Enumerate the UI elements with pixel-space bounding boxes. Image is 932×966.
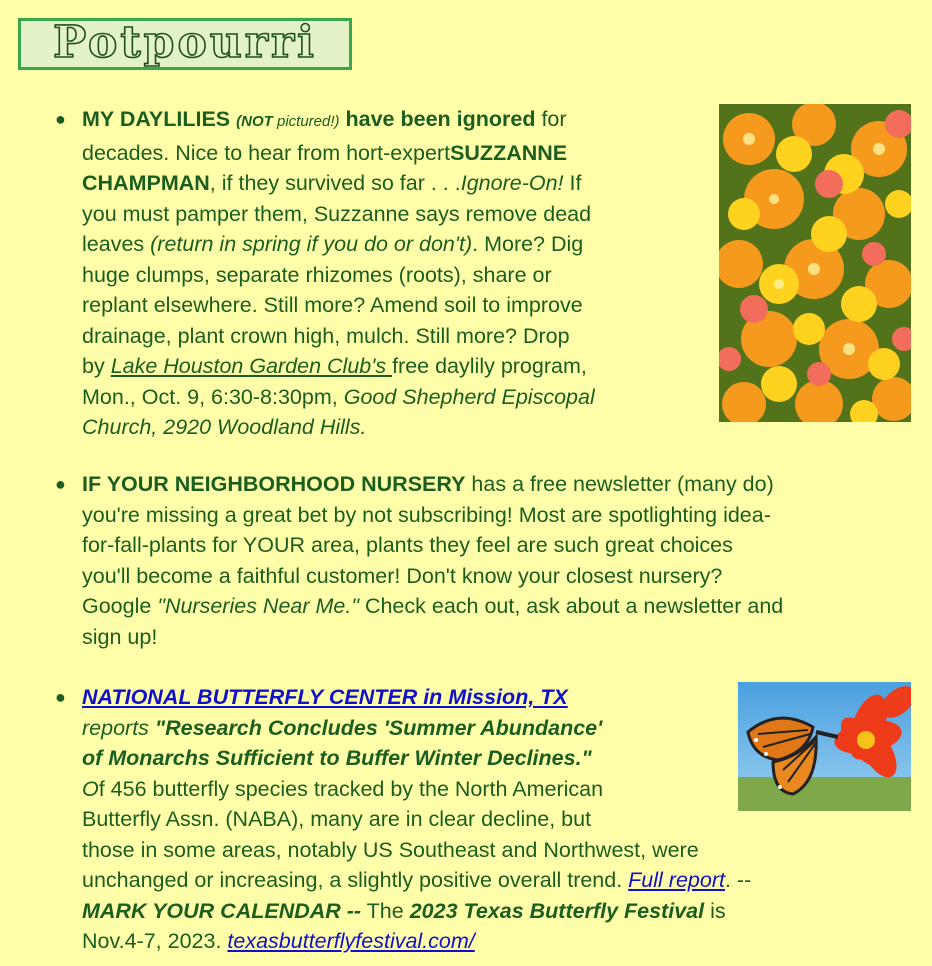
daylilies-photo <box>719 104 911 422</box>
item1-line6: huge clumps, separate rhizomes (roots), share or <box>82 262 552 287</box>
item1-line5: leaves (return in spring if you do or don't). More? Dig <box>82 232 584 256</box>
item3-line4: Of 456 butterfly species tracked by the North American <box>82 776 604 801</box>
item1-line4: you must pamper them, Suzzanne says remove dead <box>82 201 592 226</box>
item3-line8: MARK YOUR CALENDAR -- The 2023 Texas Butterfly Festival is <box>82 898 726 923</box>
item2-line2: you're missing a great bet by not subscribing! Most are spotlighting idea- <box>82 502 771 527</box>
item3-line1 <box>82 682 751 713</box>
item1-line2: decades. Nice to hear from hort-expertSUZZANNE <box>82 140 568 165</box>
item2-line4: you'll become a faithful customer! Don't know your closest nursery? <box>82 563 723 588</box>
national-butterfly-center-link[interactable]: NATIONAL BUTTERFLY CENTER in Mission, TX <box>82 685 568 709</box>
daylilies-image <box>719 104 911 422</box>
daylilies-heading: MY DAYLILIES <box>82 107 231 131</box>
daylilies-item <box>55 104 595 443</box>
bullet-icon: ● <box>55 687 66 707</box>
item1-line9: by Lake Houston Garden Club's free daylily program, <box>82 354 587 378</box>
item2-line1: IF YOUR NEIGHBORHOOD NURSERY has a free newsletter (many do) <box>82 472 774 496</box>
lake-houston-garden-club-link[interactable]: Lake Houston Garden Club's <box>110 354 393 378</box>
butterfly-item <box>55 682 752 957</box>
item3-line5: Butterfly Assn. (NABA), many are in clear decline, but <box>82 807 592 831</box>
texas-butterfly-festival-link[interactable]: texasbutterflyfestival.com/ <box>227 929 475 953</box>
monarch-butterfly-image <box>738 682 911 811</box>
item1-line3: CHAMPMAN, if they survived so far . . .Ignore-On! If <box>82 171 582 195</box>
item3-line7: unchanged or increasing, a slightly positive overall trend. Full report. -- <box>82 868 752 892</box>
logo-text: Potpourri <box>53 17 317 68</box>
item2-line5: Google "Nurseries Near Me." Check each out, ask about a newsletter and <box>82 594 784 618</box>
item3-line2: reports "Research Concludes 'Summer Abundance' <box>82 715 603 740</box>
butterfly-photo <box>738 682 911 811</box>
item1-line1: MY DAYLILIES (NOT pictured!) have been ignored for <box>82 107 567 131</box>
item2-line6: sign up! <box>82 624 158 649</box>
item1-line7: replant elsewhere. Still more? Amend soil to improve <box>82 293 583 317</box>
item3-line3: of Monarchs Sufficient to Buffer Winter Declines." <box>82 746 592 770</box>
full-report-link[interactable]: Full report <box>628 868 725 892</box>
item2-line3: for-fall-plants for YOUR area, plants they feel are such great choices <box>82 533 733 557</box>
bullet-icon: ● <box>55 109 66 129</box>
potpourri-logo <box>18 18 352 70</box>
nursery-heading: IF YOUR NEIGHBORHOOD NURSERY <box>82 472 466 496</box>
nursery-item <box>55 469 784 652</box>
item3-line6: those in some areas, notably US Southeast and Northwest, were <box>82 837 699 862</box>
item1-line10: Mon., Oct. 9, 6:30-8:30pm, Good Shepherd Episcopal <box>82 384 595 409</box>
bullet-icon: ● <box>55 474 66 494</box>
item3-line9: Nov.4-7, 2023. texasbutterflyfestival.com/ <box>82 929 475 953</box>
item1-line8: drainage, plant crown high, mulch. Still more? Drop <box>82 323 570 348</box>
item1-line11: Church, 2920 Woodland Hills. <box>82 415 367 439</box>
